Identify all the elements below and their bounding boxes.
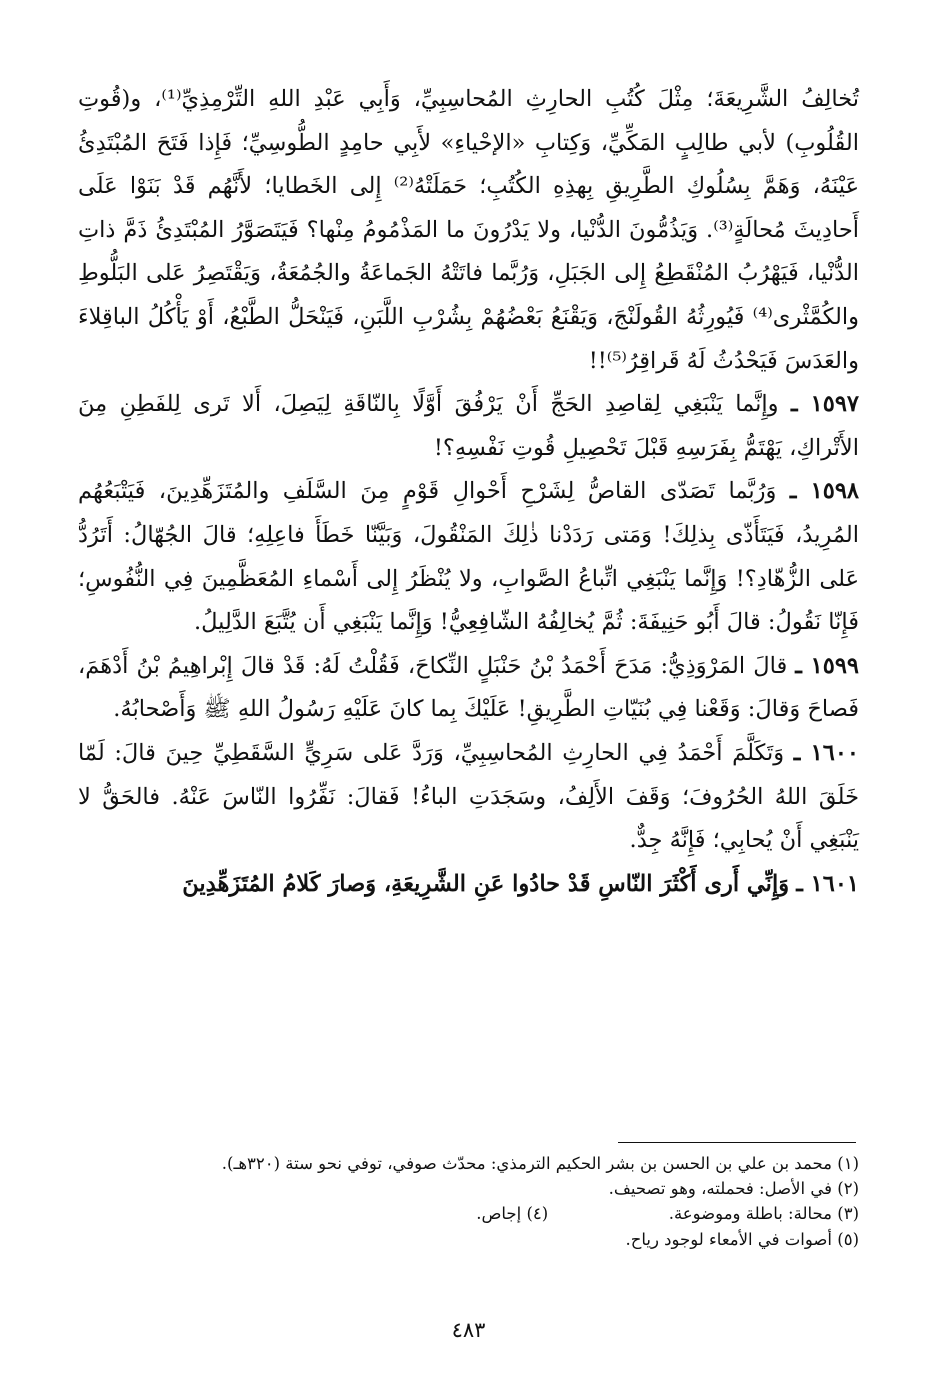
footnotes [78,1142,859,1252]
paragraph-text: تُخالِفُ الشَّرِيعَةَ؛ مِثْلَ كُتُبِ الحارِثِ المُحاسِبِيِّ، وَأَبِي عَبْدِ اللهِ التِّرْمِذِيِّ⁽¹⁾، و(قُوتِ القُلُوبِ) لأبي طالِبٍ المَكِّيِّ، وَكِتابِ «الإحْياءِ» لأَبِي حامِدٍ الطُّوسِيِّ؛ فَإِذا فَتَحَ المُبْتَدِئُ عَيْنَهُ، وَهَمَّ بِسُلُوكِ الطَّرِيقِ بِهذِهِ الكُتُبِ؛ حَمَلَتْهُ⁽²⁾ إِلى الخَطايا؛ لأَنَّهُم قَدْ بَنَوْا عَلَى أَحادِيثَ مُحالَةٍ⁽³⁾. وَيَذُمُّونَ الدُّنْيا، ولا يَدْرُونَ ما المَذْمُومُ مِنْها؟ فَيَتَصَوَّرُ المُبْتَدِئُ ذَمَّ ذاتِ الدُّنْيا، فَيَهْرُبُ المُنْقَطِعُ إِلى الجَبَلِ، وَرُبَّما فاتَتْهُ الجَماعَةُ والجُمُعَةُ، وَيَقْتَصِرُ عَلى البَلُّوطِ والكُمَّثْرى⁽⁴⁾ فَيُورِثُهُ القُولَنْجَ، وَيَقْنَعُ بَعْضُهُمْ بِشُرْبِ اللَّبَنِ، فَيَنْحَلُّ الطَّبْعُ، أَوْ يَأْكُلُ الباقِلاءَ والعَدَسَ فَيَحْدُثُ لَهُ قَراقِرُ⁽⁵⁾!! [78,86,860,374]
paragraph-number: ١٥٩٨ ـ [789,478,859,505]
paragraph-text: وَرُبَّما تَصَدّى القاصُّ لِشَرْحِ أَحْوالِ قَوْمٍ مِنَ السَّلَفِ والمُتَزَهِّدِينَ، فَيَتْبَعُهُم المُرِيدُ، فَيَتَأَذّى بِذلِكَ! وَمَتى رَدَدْنا ذٰلِكَ المَنْقُولَ، وَبَيَّنّا خَطَأَ فاعِلِهِ؛ قالَ الجُهّالُ: أَتَرُدُّ عَلى الزُّهّادِ؟! وَإِنَّما يَنْبَغِي اتِّباعُ الصَّوابِ، ولا يُنْظَرُ إِلى أَسْماءِ المُعَظَّمِينَ فِي النُّفُوسِ؛ فَإِنّا نَقُولُ: قالَ أَبُو حَنِيفَةَ: ثُمَّ يُخالِفُهُ الشّافِعِيُّ! وَإِنَّما يَنْبَغِي أَن يُتَّبَعَ الدَّلِيلُ. [78,478,859,636]
main-text [78,78,859,906]
paragraph-number: ١٥٩٧ ـ [790,391,859,418]
paragraph-text: وَإِنِّي أَرى أَكْثَرَ النّاسِ قَدْ حادُوا عَنِ الشَّرِيعَةِ، وَصارَ كَلامُ المُتَزَهِّدِينَ [182,870,790,897]
paragraph-number: ١٦٠١ ـ [796,870,859,897]
paragraph-intro [78,78,859,383]
footnote-5: (٥) أصوات في الأمعاء لوجود رياح. [625,1229,859,1249]
paragraph-1600 [78,732,859,863]
paragraph-number: ١٥٩٩ ـ [795,652,859,679]
paragraph-1601 [78,863,859,907]
paragraph-number: ١٦٠٠ ـ [793,739,859,766]
paragraph-text: وإِنَّما يَنْبَغِي لِقاصِدِ الحَجِّ أَنْ يَرْفُقَ أَوَّلًا بِالنّاقَةِ لِيَصِلَ، أَلا تَرى لِلفَطِنِ مِنَ الأَتْراكِ، يَهْتَمُّ بِفَرَسِهِ قَبْلَ تَحْصِيلِ قُوتِ نَفْسِهِ؟! [78,391,859,461]
footnote-3-4-row [78,1201,859,1226]
footnote-2: (٢) في الأصل: فحملته، وهو تصحيف. [608,1179,859,1199]
paragraph-text: قالَ المَرْوَذِيُّ: مَدَحَ أَحْمَدُ بْنُ حَنْبَلٍ النِّكاحَ، فَقُلْتُ لَهُ: قَدْ قالَ إِبْراهِيمُ بْنُ أَدْهَمَ، فَصاحَ وَقالَ: وَقَعْنا فِي بُنَيّاتِ الطَّرِيقِ! عَلَيْكَ بِما كانَ عَلَيْهِ رَسُولُ اللهِ ﷺ وَأَصْحابُهُ. [78,652,859,723]
footnote-divider [618,1142,856,1143]
paragraph-text: وَتَكَلَّمَ أَحْمَدُ فِي الحارِثِ المُحاسِبِيِّ، وَرَدَّ عَلى سَرِيٍّ السَّقَطِيِّ حِينَ قالَ: لَمّا خَلَقَ اللهُ الحُرُوفَ؛ وَقَفَ الأَلِفُ، وسَجَدَتِ الباءُ! فَقالَ: نَفِّرُوا النّاسَ عَنْهُ. فالحَقُّ لا يَنْبَغِي أَنْ يُحابِي؛ فَإِنَّهُ جِدٌّ. [78,739,859,854]
footnote-1: (١) محمد بن علي بن الحسن بن بشر الحكيم الترمذي: محدّث صوفي، توفي نحو ستة (٣٢٠هـ). [221,1154,859,1173]
footnote-3: (٣) محالة: باطلة وموضوعة. [668,1204,859,1224]
paragraph-1599 [78,645,859,732]
paragraph-1598 [78,470,859,644]
page-number: ٤٨٣ [451,1318,486,1342]
paragraph-1597 [78,383,859,470]
footnote-4: (٤) إجاص. [476,1204,549,1224]
